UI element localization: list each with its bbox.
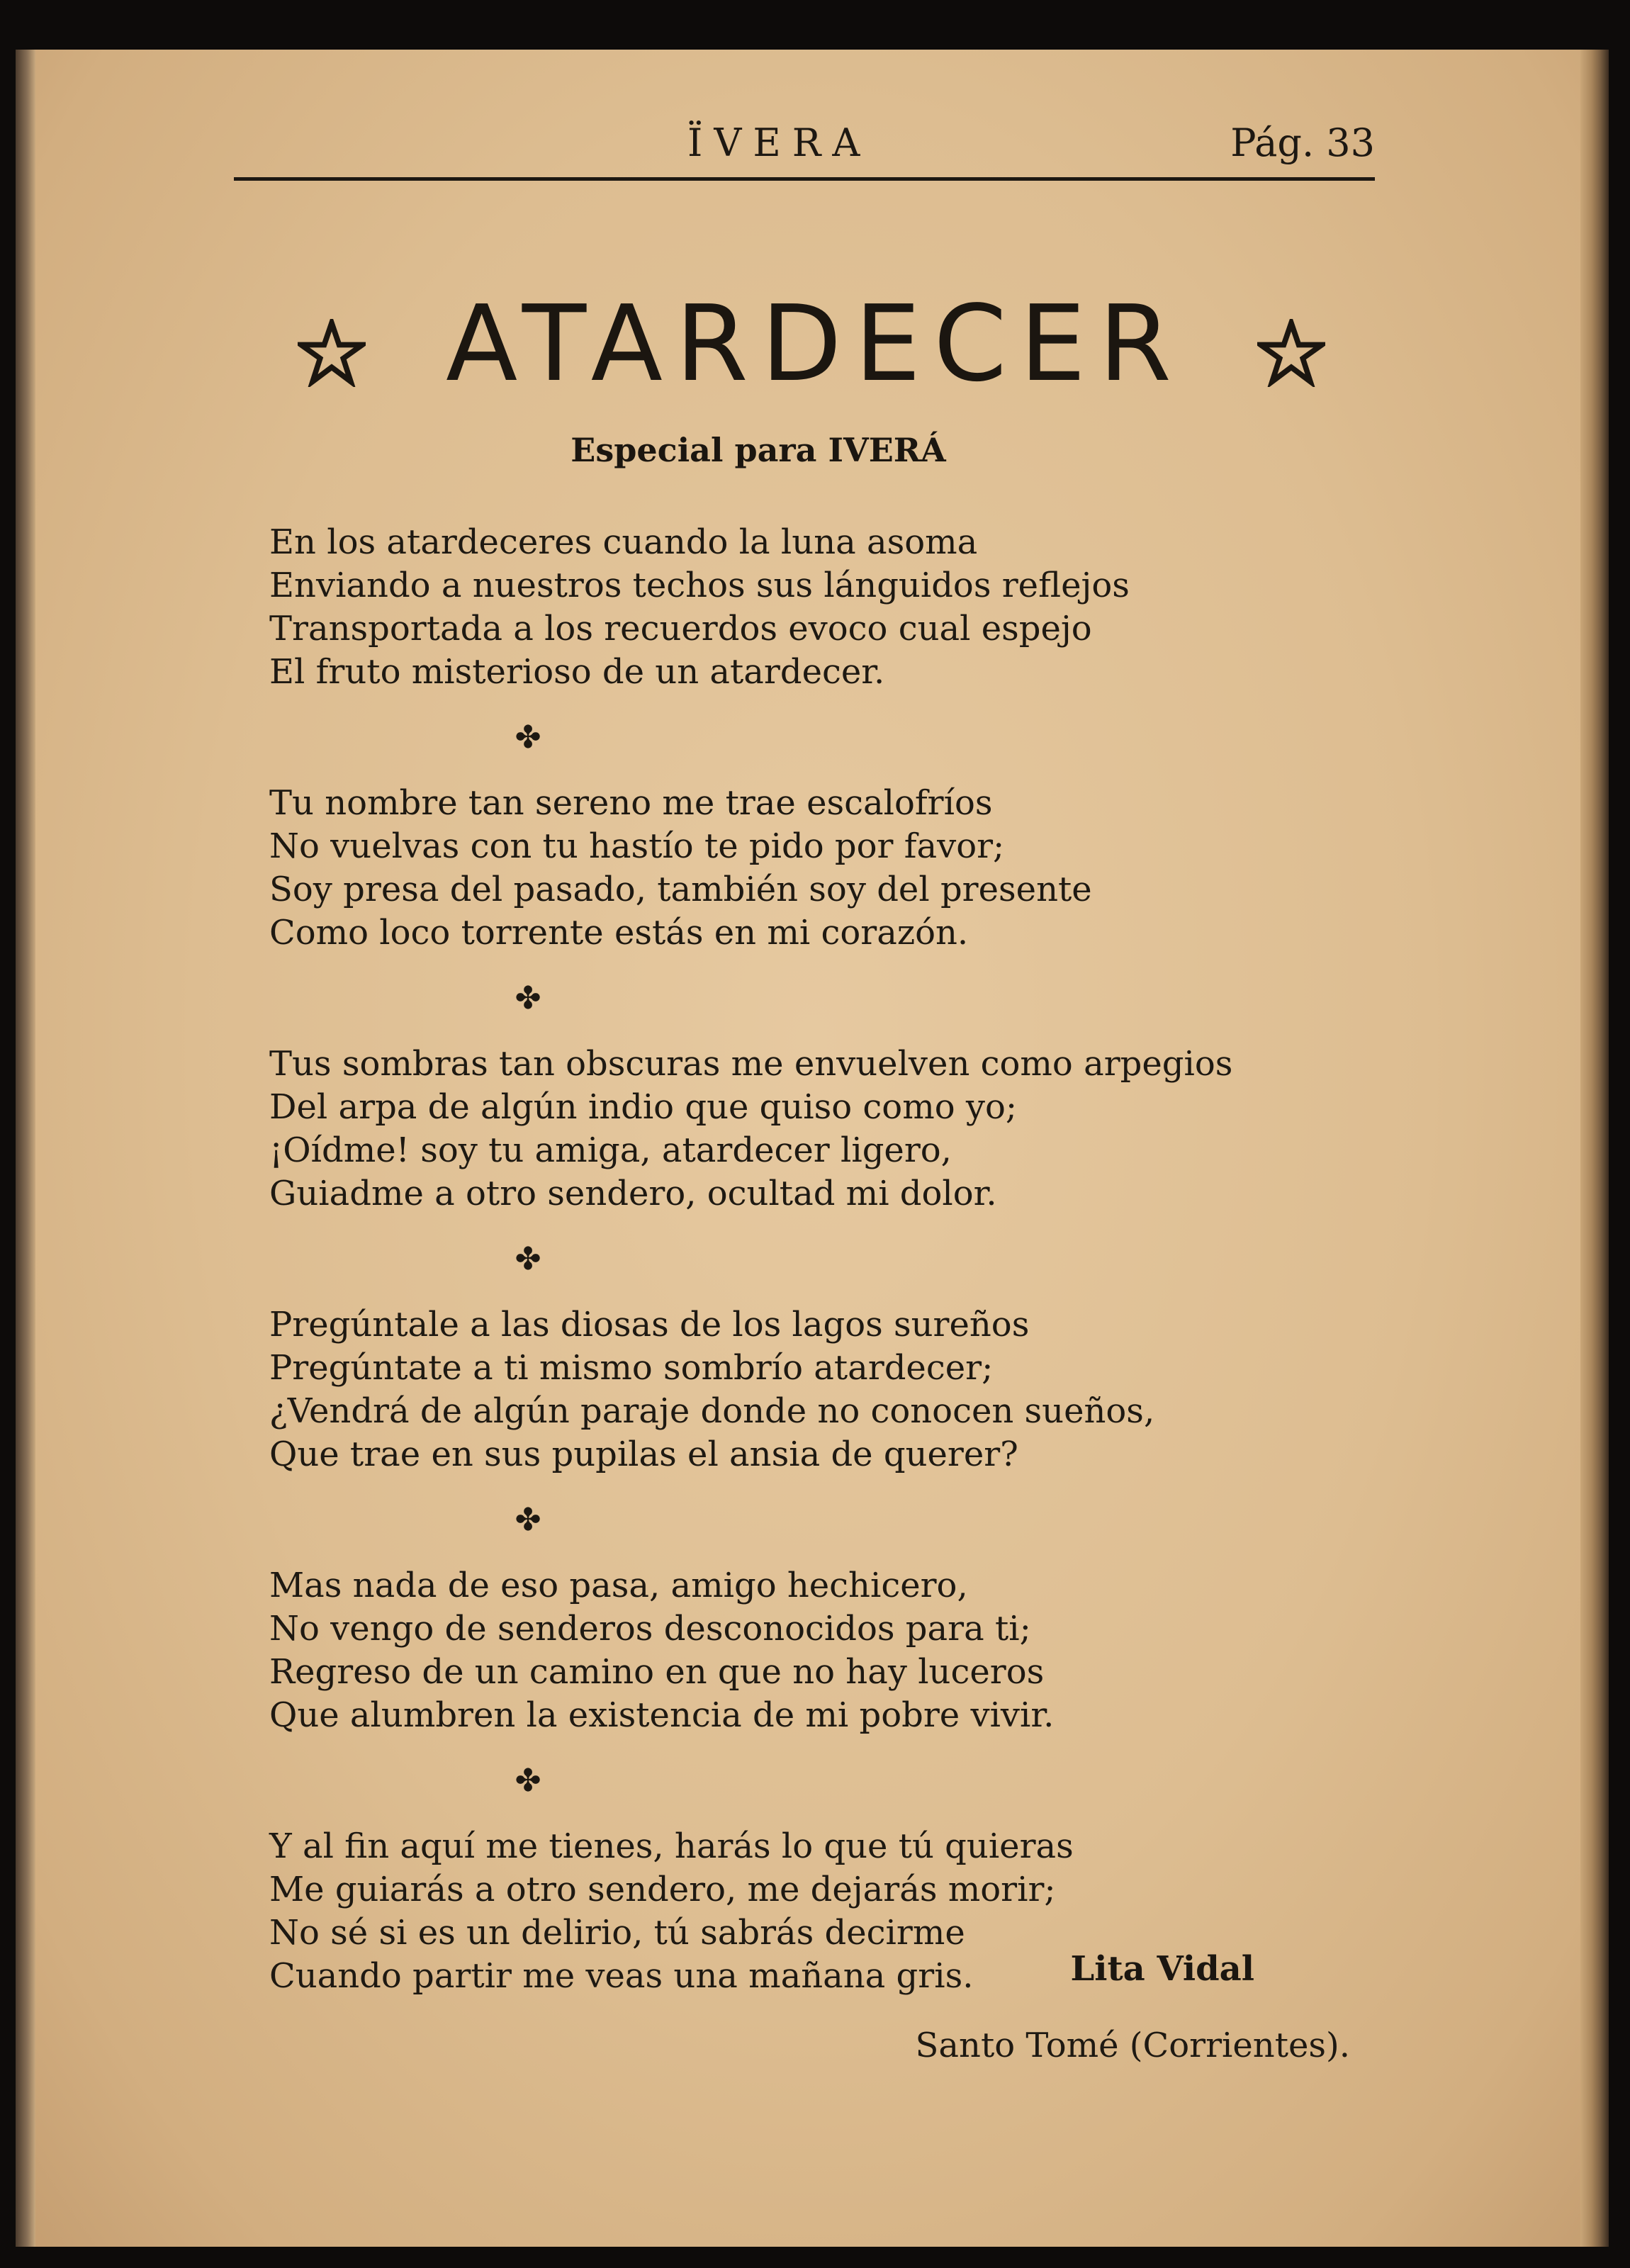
poem-author: Lita Vidal [1070, 1949, 1254, 1989]
poem-line: Enviando a nuestros techos sus lánguidos reflejos [269, 566, 1130, 605]
stanza-ornament [269, 955, 787, 1043]
poem-body [269, 521, 1403, 1998]
poem-title: ATARDECER [446, 283, 1184, 405]
poem-line: Y al fin aquí me tienes, harás lo que tú quieras [269, 1826, 1074, 1866]
title-block [298, 276, 1325, 411]
star-icon [298, 319, 366, 387]
running-header [234, 120, 1375, 184]
poem-place: Santo Tomé (Corrientes). [915, 2026, 1350, 2065]
stanza [269, 1043, 1403, 1216]
stanza-ornament [269, 694, 787, 782]
poem-line: Soy presa del pasado, también soy del presente [269, 870, 1092, 909]
ornament-icon: ✤ [515, 1763, 541, 1799]
header-rule [234, 177, 1375, 181]
running-title: ÏVERA [687, 120, 872, 165]
poem-line: Que trae en sus pupilas el ansia de querer? [269, 1435, 1018, 1474]
poem-line: No vengo de senderos desconocidos para ti; [269, 1609, 1031, 1649]
poem-line: Mas nada de eso pasa, amigo hechicero, [269, 1566, 968, 1605]
star-icon [1257, 319, 1325, 387]
stanza [269, 1303, 1403, 1476]
poem-line: No vuelvas con tu hastío te pido por favor; [269, 826, 1005, 866]
stanza [269, 521, 1403, 694]
ornament-icon: ✤ [515, 719, 541, 756]
poem-line: Tus sombras tan obscuras me envuelven como arpegios [269, 1044, 1233, 1084]
poem-subtitle: Especial para IVERÁ [570, 431, 946, 469]
poem-line: Cuando partir me veas una mañana gris. [269, 1956, 974, 1996]
stanza-ornament [269, 1737, 787, 1825]
poem-line: No sé si es un delirio, tú sabrás decirme [269, 1913, 965, 1953]
poem-line: ¡Oídme! soy tu amiga, atardecer ligero, [269, 1130, 952, 1170]
poem-line: Pregúntate a ti mismo sombrío atardecer; [269, 1348, 994, 1388]
poem-line: Que alumbren la existencia de mi pobre vivir. [269, 1695, 1055, 1735]
page-spine-shadow [16, 50, 35, 2247]
poem-line: Regreso de un camino en que no hay luceros [269, 1652, 1045, 1692]
poem-line: Me guiarás a otro sendero, me dejarás morir; [269, 1870, 1056, 1909]
poem-line: En los atardeceres cuando la luna asoma [269, 522, 978, 562]
poem-line: Como loco torrente estás en mi corazón. [269, 913, 969, 953]
stanza-ornament [269, 1476, 787, 1564]
ornament-icon: ✤ [515, 1502, 541, 1538]
poem-line: Tu nombre tan sereno me trae escalofríos [269, 783, 993, 823]
poem-line: Guiadme a otro sendero, ocultad mi dolor. [269, 1174, 997, 1213]
stanza [269, 782, 1403, 955]
poem-line: Del arpa de algún indio que quiso como yo; [269, 1087, 1018, 1127]
stanza [269, 1564, 1403, 1737]
ornament-icon: ✤ [515, 980, 541, 1016]
ornament-icon: ✤ [515, 1241, 541, 1277]
page-edge-shadow [1580, 50, 1609, 2247]
poem-line: El fruto misterioso de un atardecer. [269, 652, 885, 692]
stanza-ornament [269, 1216, 787, 1303]
poem-line: Transportada a los recuerdos evoco cual espejo [269, 609, 1092, 649]
poem-line: Pregúntale a las diosas de los lagos sureños [269, 1305, 1030, 1344]
page-number: Pág. 33 [1230, 120, 1375, 165]
poem-line: ¿Vendrá de algún paraje donde no conocen sueños, [269, 1391, 1155, 1431]
